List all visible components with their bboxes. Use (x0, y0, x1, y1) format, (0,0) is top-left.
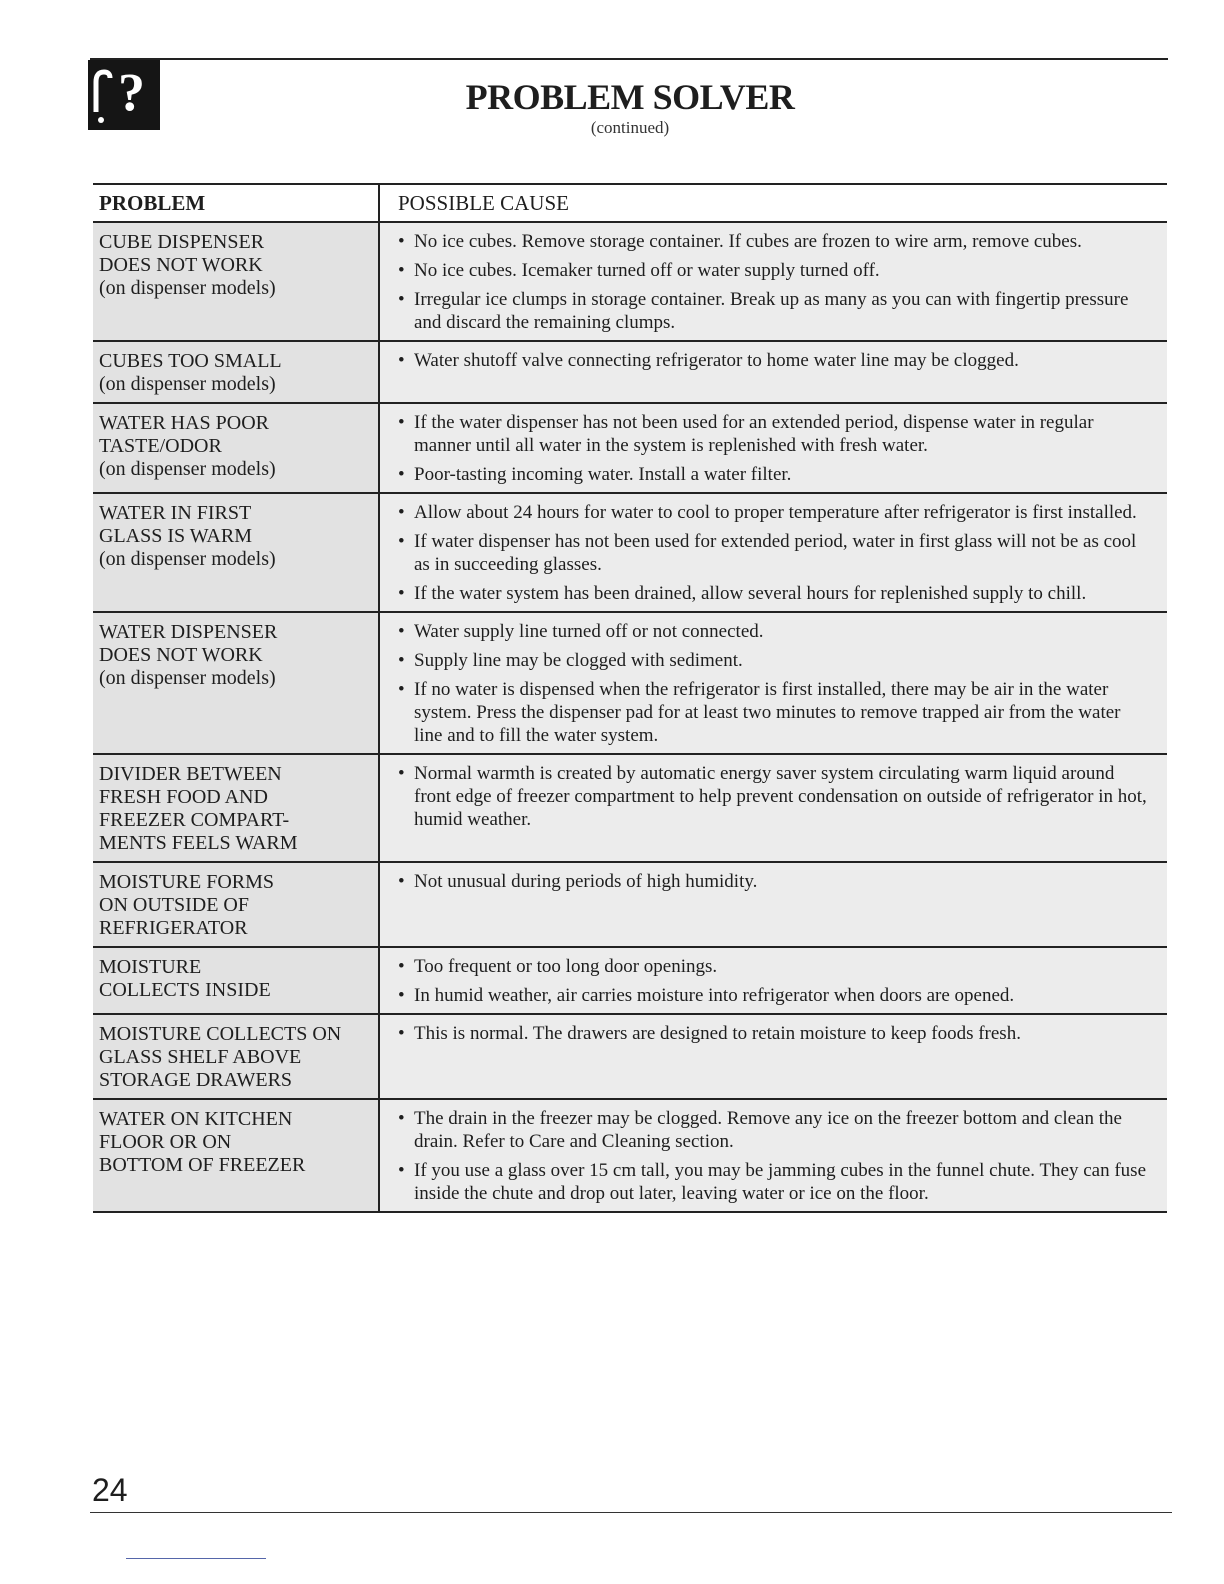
column-header-cause: POSSIBLE CAUSE (398, 191, 569, 215)
cause-cell (380, 1015, 1167, 1098)
cause-item: • Allow about 24 hours for water to cool to proper temperature after refrigerator is first installed. (398, 501, 1147, 524)
problem-cell (93, 755, 380, 861)
table-row (93, 340, 1167, 402)
cause-cell (380, 342, 1167, 402)
cause-item: • If the water dispenser has not been used for an extended period, dispense water in regular manner until all water in the system is replenished with fresh water. (398, 411, 1147, 457)
problem-text: REFRIGERATOR (99, 917, 248, 939)
cause-item: • If the water system has been drained, allow several hours for replenished supply to chill. (398, 582, 1147, 605)
problem-text: DOES NOT WORK (99, 254, 263, 276)
cause-item: • In humid weather, air carries moisture into refrigerator when doors are opened. (398, 984, 1147, 1007)
problem-cell (93, 494, 380, 611)
question-mark-logo-icon (88, 60, 160, 130)
cause-item: • Normal warmth is created by automatic energy saver system circulating warm liquid around front edge of freezer compartment to help prevent condensation on outside of refrigerator in hot, humid weather. (398, 762, 1147, 831)
bottom-rule (90, 1512, 1172, 1513)
table-row (93, 402, 1167, 492)
page-subtitle: (continued) (590, 118, 670, 137)
cause-item: • This is normal. The drawers are designed to retain moisture to keep foods fresh. (398, 1022, 1147, 1045)
problem-text: DIVIDER BETWEEN (99, 763, 282, 785)
title-block (330, 76, 930, 138)
problem-cell (93, 1100, 380, 1211)
table-body (93, 223, 1167, 1211)
table-row (93, 946, 1167, 1013)
problem-cell (93, 404, 380, 492)
table-row (93, 861, 1167, 946)
page-title: PROBLEM SOLVER (465, 77, 795, 117)
cause-item: • The drain in the freezer may be clogged. Remove any ice on the freezer bottom and clean the drain. Refer to Care and Cleaning section. (398, 1107, 1147, 1153)
problem-text: WATER HAS POOR (99, 412, 270, 434)
problem-text: FRESH FOOD AND (99, 786, 268, 808)
problem-text: (on dispenser models) (99, 277, 276, 299)
cause-cell (380, 223, 1167, 340)
problem-text: ON OUTSIDE OF (99, 894, 249, 916)
table-row (93, 1098, 1167, 1211)
top-rule (90, 58, 1168, 60)
problem-text: (on dispenser models) (99, 373, 276, 395)
page-number: 24 (92, 1472, 128, 1508)
problem-cell (93, 613, 380, 753)
problem-text: STORAGE DRAWERS (99, 1069, 293, 1091)
table-row (93, 1013, 1167, 1098)
problem-text: MENTS FEELS WARM (99, 832, 298, 854)
table-header (93, 185, 1167, 223)
table-row (93, 492, 1167, 611)
problem-text: (on dispenser models) (99, 667, 276, 689)
problem-text: (on dispenser models) (99, 458, 276, 480)
problem-cell (93, 1015, 380, 1098)
cause-cell (380, 948, 1167, 1013)
cause-item: • Not unusual during periods of high humidity. (398, 870, 1147, 893)
cause-item: • Too frequent or too long door openings. (398, 955, 1147, 978)
problem-text: FLOOR OR ON (99, 1131, 232, 1153)
problem-text: MOISTURE COLLECTS ON (99, 1023, 342, 1045)
problem-text: TASTE/ODOR (99, 435, 222, 457)
svg-text:?: ? (118, 62, 145, 122)
column-header-problem: PROBLEM (93, 185, 380, 221)
cause-cell (380, 1100, 1167, 1211)
cause-cell (380, 755, 1167, 861)
cause-item: • Water supply line turned off or not connected. (398, 620, 1147, 643)
cause-item: • If you use a glass over 15 cm tall, you may be jamming cubes in the funnel chute. They can fuse inside the chute and drop out later, leaving water or ice on the floor. (398, 1159, 1147, 1205)
problem-text: GLASS IS WARM (99, 525, 252, 547)
problem-cell (93, 223, 380, 340)
problem-text: WATER DISPENSER (99, 621, 278, 643)
cause-item: • Supply line may be clogged with sediment. (398, 649, 1147, 672)
cause-item: • Irregular ice clumps in storage container. Break up as many as you can with fingertip pressure and discard the remaining clumps. (398, 288, 1147, 334)
problem-cell (93, 863, 380, 946)
cause-cell (380, 494, 1167, 611)
problem-text: CUBES TOO SMALL (99, 350, 282, 372)
problem-text: MOISTURE (99, 956, 202, 978)
cause-item: • No ice cubes. Icemaker turned off or water supply turned off. (398, 259, 1147, 282)
table-row (93, 223, 1167, 340)
cause-item: • If no water is dispensed when the refrigerator is first installed, there may be air in the water system. Press the dispenser pad for at least two minutes to remove trapped air from the water line and to fill the water system. (398, 678, 1147, 747)
table-row (93, 753, 1167, 861)
problem-text: (on dispenser models) (99, 548, 276, 570)
problem-text: WATER ON KITCHEN (99, 1108, 293, 1130)
cause-item: • No ice cubes. Remove storage container. If cubes are frozen to wire arm, remove cubes. (398, 230, 1147, 253)
cause-item: • Poor-tasting incoming water. Install a water filter. (398, 463, 1147, 486)
problem-text: COLLECTS INSIDE (99, 979, 271, 1001)
problem-text: MOISTURE FORMS (99, 871, 275, 893)
cause-cell (380, 863, 1167, 946)
table-row (93, 611, 1167, 753)
problem-text: WATER IN FIRST (99, 502, 252, 524)
footer-stub-rule (126, 1558, 266, 1559)
problem-text: FREEZER COMPART- (99, 809, 290, 831)
problem-text: CUBE DISPENSER (99, 231, 265, 253)
problem-text: GLASS SHELF ABOVE (99, 1046, 302, 1068)
cause-cell (380, 613, 1167, 753)
problem-text: DOES NOT WORK (99, 644, 263, 666)
problem-cell (93, 342, 380, 402)
problem-cell (93, 948, 380, 1013)
cause-item: • Water shutoff valve connecting refrigerator to home water line may be clogged. (398, 349, 1147, 372)
problem-solver-table (93, 183, 1167, 1213)
problem-text: BOTTOM OF FREEZER (99, 1154, 306, 1176)
cause-cell (380, 404, 1167, 492)
cause-item: • If water dispenser has not been used for extended period, water in first glass will not be as cool as in succeeding glasses. (398, 530, 1147, 576)
